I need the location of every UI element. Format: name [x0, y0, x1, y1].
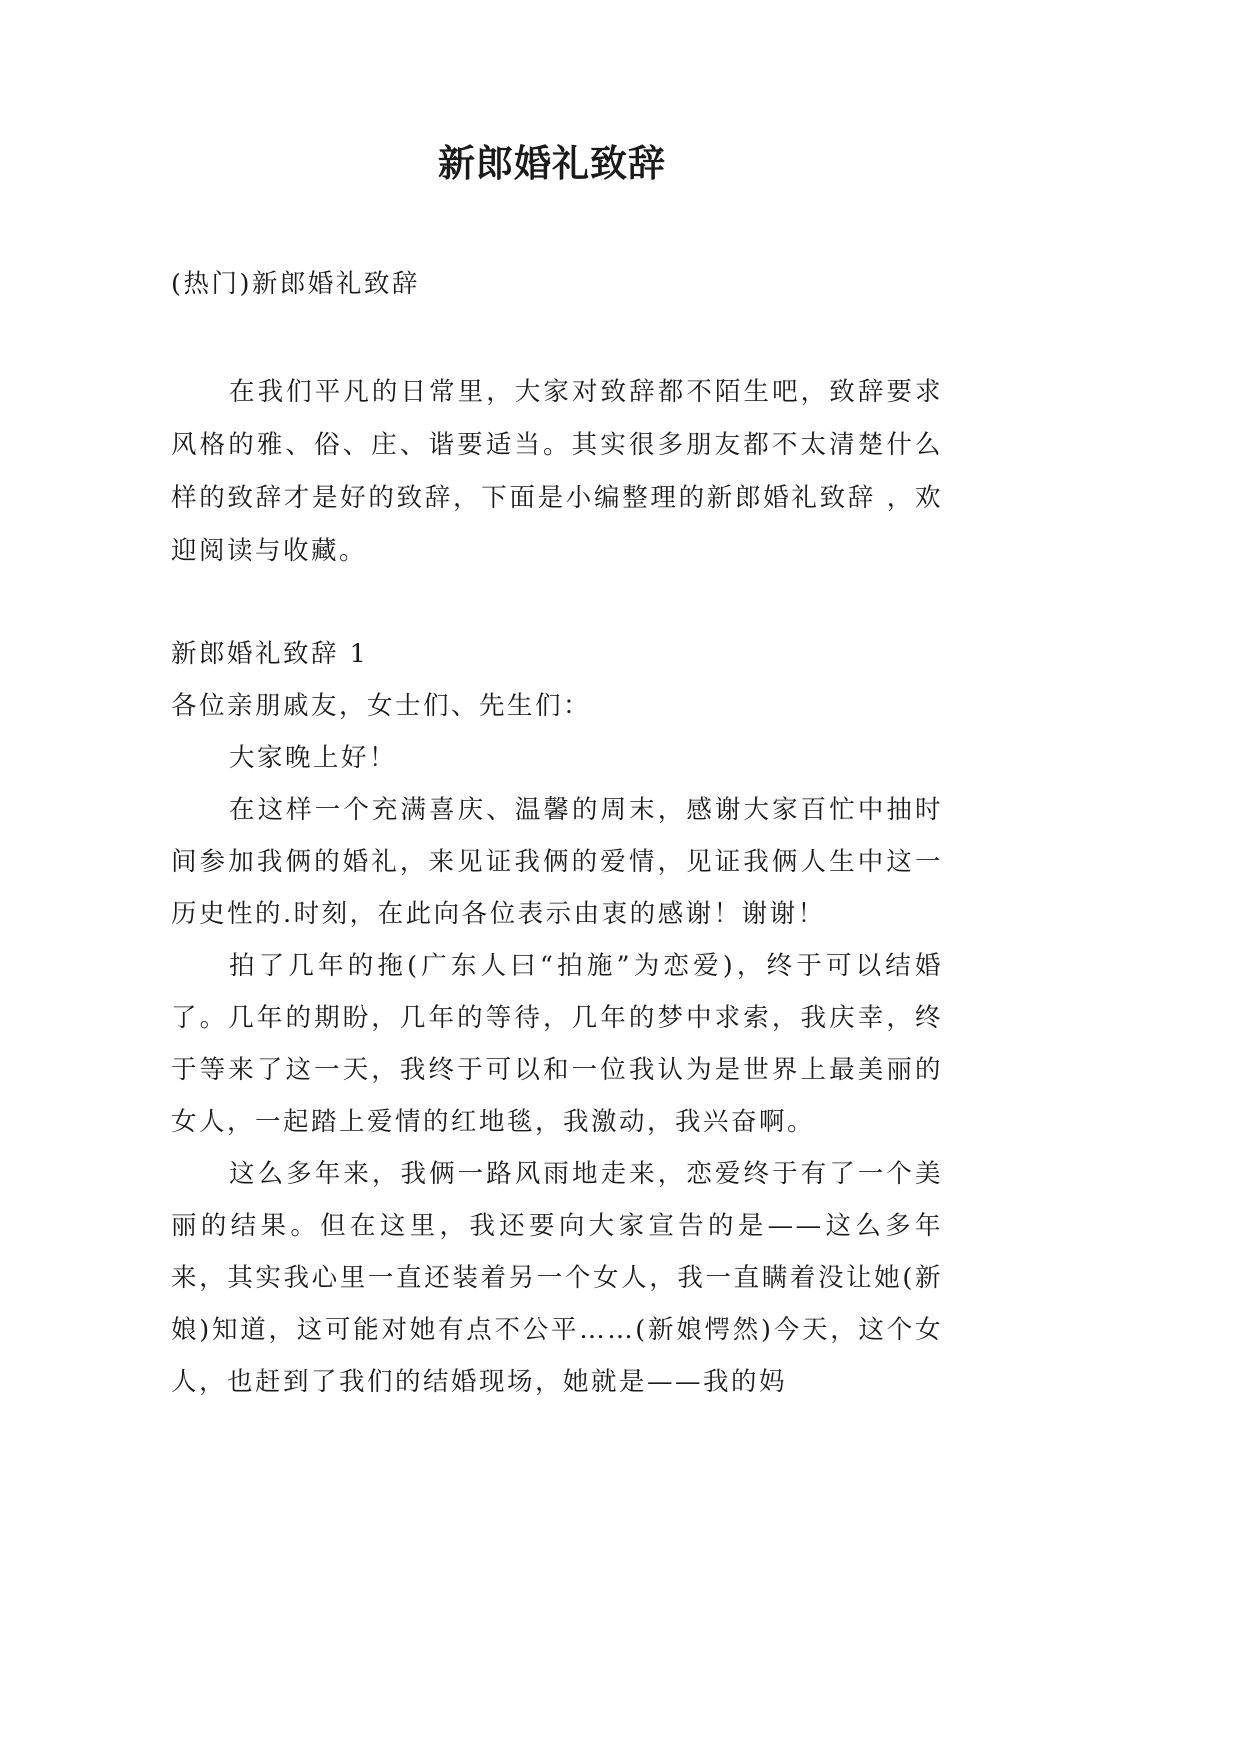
salutation-paragraph: 各位亲朋戚友，女士们、先生们： [171, 691, 592, 721]
body-paragraph-courtship: 拍了几年的拖(广东人曰“拍施”为恋爱)，终于可以结婚了。几年的期盼，几年的等待，几年的梦中求索，我庆幸，终于等来了这一天，我终于可以和一位我认为是世界上最美丽的女人，一起踏上爱情的红地毯，我激动，我兴奋啊。 [171, 951, 943, 1137]
document-subtitle: (热门)新郎婚礼致辞 [171, 269, 420, 299]
body-paragraph-mother: 这么多年来，我俩一路风雨地走来，恋爱终于有了一个美丽的结果。但在这里，我还要向大家宣告的是——这么多年来，其实我心里一直还装着另一个女人，我一直瞒着没让她(新娘)知道，这可能对她有点不公平……(新娘愕然)今天，这个女人，也赶到了我们的结婚现场，她就是——我的妈 [171, 1159, 943, 1397]
intro-paragraph: 在我们平凡的日常里，大家对致辞都不陌生吧，致辞要求风格的雅、俗、庄、谐要适当。其实很多朋友都不太清楚什么样的致辞才是好的致辞，下面是小编整理的新郎婚礼致辞 ，欢迎阅读与收藏。 [171, 377, 943, 566]
speech-section [171, 628, 943, 1408]
section-heading: 新郎婚礼致辞 1 [171, 639, 369, 669]
document-title: 新郎婚礼致辞 [438, 142, 666, 185]
greeting-paragraph: 大家晚上好！ [229, 743, 398, 773]
body-paragraph-thanks: 在这样一个充满喜庆、温馨的周末，感谢大家百忙中抽时间参加我俩的婚礼，来见证我俩的爱情，见证我俩人生中这一历史性的.时刻，在此向各位表示由衷的感谢！谢谢！ [171, 795, 943, 929]
